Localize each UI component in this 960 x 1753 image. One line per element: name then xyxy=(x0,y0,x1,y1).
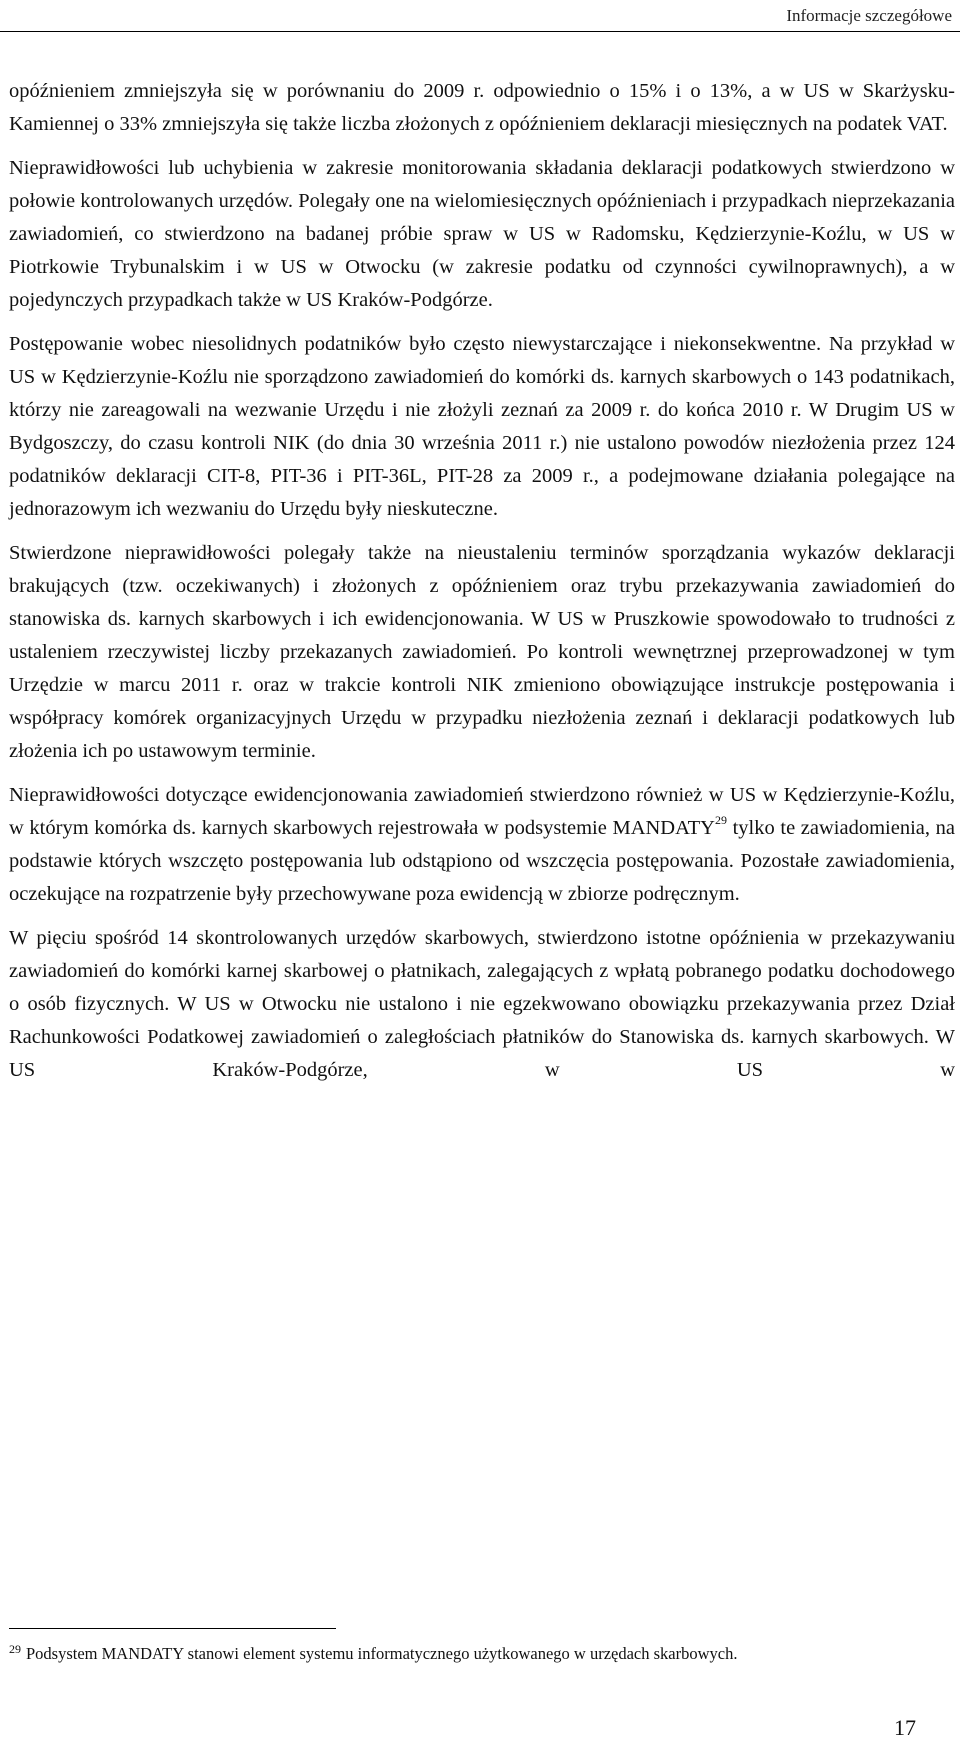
footnote xyxy=(9,1642,955,1666)
mandaty-text-before: Nieprawidłowości dotyczące ewidencjonowania zawiadomień stwierdzono również w US w Kędzierzynie-Koźlu, w którym komórka ds. karnych skarbowych rejestrowała w podsystemie MANDATY xyxy=(9,784,955,839)
paragraph-monitoring-irregularities: Nieprawidłowości lub uchybienia w zakresie monitorowania składania deklaracji podatkowych stwierdzono w połowie kontrolowanych urzędów. Polegały one na wielomiesięcznych opóźnieniach i przypadkach nieprzekazania zawiadomień, co stwierdzono na badanej próbie spraw w US w Radomsku, Kędzierzynie-Koźlu, w US w Piotrkowie Trybunalskim i w US w Otwocku (w zakresie podatku od czynności cywilnoprawnych), a w pojedynczych przypadkach także w US Kraków-Podgórze. xyxy=(9,157,955,311)
footnote-divider xyxy=(9,1628,336,1629)
page-number: 17 xyxy=(894,1715,916,1740)
paragraph-unreliable-taxpayers: Postępowanie wobec niesolidnych podatników było często niewystarczające i niekonsekwentne. Na przykład w US w Kędzierzynie-Koźlu nie sporządzono zawiadomień do komórki ds. karnych skarbowych o 143 podatnikach, którzy nie zareagowali na wezwanie Urzędu i nie złożyli zeznań za 2009 r. do końca 2010 r. W Drugim US w Bydgoszczy, do czasu kontroli NIK (do dnia 30 września 2011 r.) nie ustalono powodów niezłożenia przez 124 podatników deklaracji CIT-8, PIT-36 i PIT-36L, PIT-28 za 2009 r., a podejmowane działania polegające na jednorazowym ich wezwaniu do Urzędu były nieskuteczne. xyxy=(9,333,955,520)
paragraph-payer-notifications: W pięciu spośród 14 skontrolowanych urzędów skarbowych, stwierdzono istotne opóźnienia w przekazywaniu zawiadomień do komórki karnej skarbowej o płatnikach, zalegających z wpłatą pobranego podatku dochodowego o osób fizycznych. W US w Otwocku nie ustalono i nie egzekwowano obowiązku przekazywania przez Dział Rachunkowości Podatkowej zawiadomień o zaległościach płatników do Stanowiska ds. karnych skarbowych. W US Kraków-Podgórze, w US w xyxy=(9,927,955,1081)
mandaty-text-after: tylko te zawiadomienia, na podstawie których wszczęto postępowania lub odstąpiono od wszczęcia postępowania. Pozostałe zawiadomienia, oczekujące na rozpatrzenie były przechowywane poza ewidencją w zbiorze podręcznym. xyxy=(9,817,955,905)
header-divider xyxy=(0,31,960,32)
footnote-reference: 29 xyxy=(714,813,727,828)
footnote-text: Podsystem MANDATY stanowi element systemu informatycznego użytkowanego w urzędach skarbowych. xyxy=(26,1644,738,1663)
document-body xyxy=(9,75,955,1098)
paragraph-vat-delays: opóźnieniem zmniejszyła się w porównaniu do 2009 r. odpowiednio o 15% i o 13%, a w US w Skarżysku-Kamiennej o 33% zmniejszyła się także liczba złożonych z opóźnieniem deklaracji miesięcznych na podatek VAT. xyxy=(9,80,955,135)
paragraph-mandaty-registration xyxy=(9,779,955,911)
paragraph-missing-declarations: Stwierdzone nieprawidłowości polegały także na nieustaleniu terminów sporządzania wykazów deklaracji brakujących (tzw. oczekiwanych) i złożonych z opóźnieniem oraz trybu przekazywania zawiadomień do stanowiska ds. karnych skarbowych i ich ewidencjonowania. W US w Pruszkowie spowodowało to trudności z ustaleniem rzeczywistej liczby przekazanych zawiadomień. Po kontroli wewnętrznej przeprowadzonej w tym Urzędzie w marcu 2011 r. oraz w trakcie kontroli NIK zmieniono obowiązujące instrukcje postępowania i współpracy komórek organizacyjnych Urzędu w przypadku niezłożenia zeznań i deklaracji podatkowych lub złożenia ich po ustawowym terminie. xyxy=(9,542,955,762)
running-header: Informacje szczegółowe xyxy=(786,6,952,25)
footnote-number: 29 xyxy=(9,1642,21,1656)
